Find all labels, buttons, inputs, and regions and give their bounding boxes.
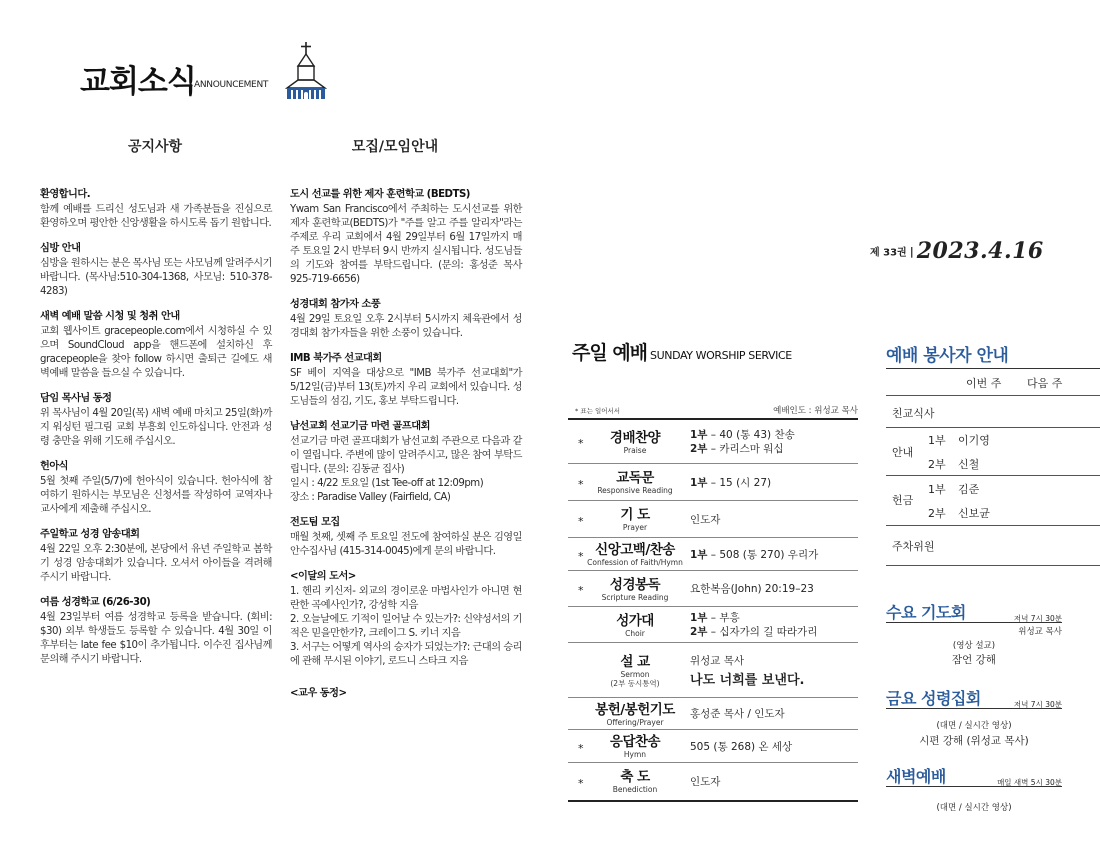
notice-body: 4월 22일 오후 2:30분에, 본당에서 유년 주일학교 봄학기 성경 암송대회가 있습니다. 오셔서 아이들을 격려해 주시기 바랍니다. [40,544,272,583]
dawn-service [886,764,1062,813]
worship-row [568,643,858,698]
detail-line: 나도 너희를 보낸다. [690,672,805,688]
worship-item-kr: 성가대 [616,612,654,629]
worship-item-kr: 설 교 [620,653,650,670]
detail-line: 1부 – 40 (통 43) 찬송 [690,429,795,441]
recruit-item [290,687,522,701]
worship-item-en: Responsive Reading [597,486,673,495]
detail-line: 2부 – 십자가의 길 따라가리 [690,626,818,638]
recruit-title: 전도팀 모집 [290,517,340,528]
worship-title [572,338,792,365]
detail-line: 2부 – 카리스마 워십 [690,443,784,455]
recruit-item [290,516,522,559]
service-title: 새벽예배 [886,767,946,786]
standing-mark: * [578,514,584,528]
worship-row [568,571,858,607]
page-subtitle: ANNOUNCEMENT [194,80,269,90]
usher-part: 2부 [928,458,946,471]
detail-line: 홍성준 목사 / 인도자 [690,708,785,720]
notice-title: 담임 목사님 동정 [40,393,112,404]
recruit-body: 4월 29일 토요일 오후 2시부터 5시까지 체육관에서 성경대회 참가자들을 위한 소풍이 있습니다. [290,314,522,339]
service-time: 매일 새벽 5시 30분 [997,778,1062,787]
recruit-title: <이달의 도서> [290,571,356,582]
worship-item-en: Hymn [623,750,647,759]
service-title: 금요 성령집회 [886,689,981,708]
recruit-body: 선교기금 마련 골프대회가 남선교회 주관으로 다음과 같이 열립니다. 주변에 많이 알려주시고, 많은 참여 부탁드립니다. (문의: 김동균 집사) 일시 : 4/22 토요일 (1st Tee-off at 12:09pm) 장소 : Paradise Valley (Fairfield, CA) [290,436,522,503]
worship-title-kr: 주일 예배 [572,342,648,364]
worship-note: * 표는 일어서서 [575,407,621,415]
worship-item-detail [690,611,817,639]
volunteers-table [886,368,1100,566]
worship-item-kr: 기 도 [620,507,650,523]
page-title: 교회소식 [80,64,196,100]
worship-row [568,538,858,571]
detail-line: 1부 – 508 (통 270) 우리가 [690,548,819,561]
worship-item-note: (2부 동시통역) [610,678,660,688]
detail-line: 요한복음(John) 20:19–23 [690,583,814,595]
recruit-item [290,352,522,409]
church-icon [283,42,329,100]
notice-item [40,392,272,449]
usher-part: 1부 [928,434,946,447]
notice-title: 심방 안내 [40,243,81,254]
service-title: 수요 기도회 [886,603,966,622]
service-time: 저녁 7시 30분 [1013,614,1062,623]
worship-order-table [568,418,858,802]
worship-item-en: Choir [625,628,645,638]
worship-row [568,730,858,763]
fellowship-row [886,396,1100,428]
worship-item-detail [690,582,814,596]
worship-item-kr: 경배찬양 [609,429,661,446]
recruit-column [290,188,522,712]
worship-item-label [574,577,696,602]
notice-title: 주일학교 성경 암송대회 [40,529,140,540]
standing-mark: * [578,584,584,597]
notice-title: 환영합니다. [40,189,91,200]
worship-item-en: Prayer [622,523,648,532]
issue-date: 2023.4.16 [916,238,1044,264]
recruit-body: Ywam San Francisco에서 주최하는 도시선교를 위한 제자 훈련학교(BEDTS)가 "주를 알고 주를 알리자"라는 주제로 우리 교회에서 4월 29일부터 6월 17일까지 매주 토요일 2시 반부터 9시 반까지 실시됩니다. 성도님들의 기도와 참여를 부탁드립니다. (문의: 홍성준 목사 925-719-6656) [290,204,522,285]
standing-mark: * [578,477,584,491]
standing-mark: * [578,437,584,450]
detail-line: 인도자 [690,775,721,788]
detail-line: 위성교 목사 [690,654,745,667]
worship-item-label [574,430,696,455]
worship-item-label [574,769,696,794]
recruit-title: 남선교회 선교기금 마련 골프대회 [290,421,430,432]
worship-item-detail [690,513,720,527]
notice-item [40,460,272,517]
recruit-heading: 모집/모임안내 [351,139,439,155]
notice-item [40,310,272,381]
notice-item [40,596,272,667]
offering-row [886,476,1100,526]
recruit-item [290,298,522,341]
worship-item-kr: 응답찬송 [609,734,661,750]
notice-item [40,188,272,231]
issue-separator: | [909,244,914,258]
detail-line: 1부 – 15 (시 27) [690,476,772,489]
notice-body: 5월 첫째 주일(5/7)에 헌아식이 있습니다. 헌아식에 참여하기 원하시는 부모님은 신청서를 작성하여 교역자나 교사에게 제출해 주십시오. [40,476,272,515]
worship-item-detail [690,476,771,490]
parking-label: 주차위원 [892,540,935,553]
notice-title: 헌아식 [40,461,69,472]
offering-name: 신보균 [958,507,990,520]
offering-part: 1부 [928,483,946,496]
col-this-week: 이번 주 [966,377,1002,390]
usher-name: 이기영 [958,434,990,447]
service-line: 위성교 목사 [1018,627,1062,637]
volunteers-header-row [886,369,1100,396]
worship-item-label [574,507,696,532]
recruit-title: 도시 선교를 위한 제자 훈련학교 (BEDTS) [290,189,470,200]
worship-item-label [574,613,696,638]
worship-item-en: Offering/Prayer [606,717,664,727]
notice-body: 교회 웹사이트 gracepeople.com에서 시청하실 수 있으며 SoundCloud app을 핸드폰에 설치하신 후 gracepeople을 찾아 follow 하시면 출퇴근 길에도 새벽예배 말씀을 들으실 수 있습니다. [40,326,272,379]
worship-row [568,420,858,464]
worship-item-en: Scripture Reading [601,592,669,602]
usher-label: 안내 [892,446,914,459]
worship-item-detail [690,707,785,721]
service-line: (대면 / 실시간 영상) [936,721,1012,731]
worship-item-kr: 성경봉독 [609,576,661,593]
worship-row [568,698,858,730]
recruit-item [290,420,522,505]
worship-item-kr: 신앙고백/찬송 [595,542,675,558]
fellowship-label: 친교식사 [892,407,935,420]
notice-item [40,242,272,299]
recruit-body: 1. 헨리 키신저- 외교의 경이로운 마법사인가 아니면 현란한 곡예사인가?, 강성학 지음 2. 오늘날에도 기적이 일어날 수 있는가?: 신약성서의 기적은 믿을만한가?, 크레이그 S. 키너 지음 3. 서구는 어떻게 역사의 승자가 되었는가?: 근대의 승리에 관해 무시된 이야기, 로드니 스타크 지음 [290,586,522,667]
col-next-week: 다음 주 [1027,377,1063,390]
detail-line: 인도자 [690,513,721,526]
worship-row [568,501,858,538]
standing-mark: * [578,741,584,755]
worship-item-detail [690,548,818,562]
notices-heading: 공지사항 [127,139,183,155]
notice-body: 함께 예배를 드리신 성도님과 새 가족분들을 진심으로 환영하오며 평안한 신앙생활을 하시도록 돕기 원합니다. [40,204,272,229]
recruit-title: IMB 북가주 선교대회 [290,353,382,364]
standing-mark: * [578,549,584,563]
worship-item-label [574,470,696,495]
service-line: (대면 / 실시간 영상) [936,803,1012,813]
notices-column [40,188,272,678]
worship-item-detail [690,428,795,456]
notice-title: 새벽 예배 말씀 시청 및 청취 안내 [40,311,180,322]
service-time: 저녁 7시 30분 [1013,700,1062,709]
worship-item-kr: 축 도 [620,769,650,785]
detail-line: 505 (통 268) 온 세상 [690,740,793,753]
offering-label: 헌금 [892,494,914,507]
worship-item-detail [690,651,804,691]
recruit-body: SF 베이 지역을 대상으로 "IMB 북가주 선교대회"가 5/12일(금)부터 13(토)까지 우리 교회에서 있습니다. 성도님들의 섬김, 기도, 홍보 부탁드립니다. [290,368,522,407]
notice-item [40,528,272,585]
offering-name: 김준 [958,483,980,496]
standing-mark: * [578,776,584,790]
worship-item-kr: 교독문 [616,470,654,486]
worship-item-en: Benediction [612,785,658,794]
notice-body: 심방을 원하시는 분은 목사님 또는 사모님께 알려주시기 바랍니다. (목사님:510-304-1368, 사모님: 510-378-4283) [40,258,272,297]
worship-item-label [574,702,696,727]
worship-title-en: SUNDAY WORSHIP SERVICE [650,349,792,362]
service-line: 시편 강해 (위성교 목사) [919,735,1029,747]
notice-body: 4월 23일부터 여름 성경학교 등록을 받습니다. (회비: $30) 외부 학생들도 등록할 수 있습니다. 4월 30일 이후부터는 late fee $10이 추가됩니다. 이수진 집사님께 문의해 주시기 바랍니다. [40,612,272,665]
worship-row [568,607,858,643]
worship-leader: 예배인도 : 위성교 목사 [773,406,858,416]
worship-row [568,763,858,800]
wednesday-prayer [886,600,1062,667]
recruit-title: 성경대회 참가자 소풍 [290,299,381,310]
notice-title: 여름 성경학교 (6/26-30) [40,597,151,608]
worship-item-detail [690,740,792,754]
recruit-item [290,570,522,669]
worship-item-label [574,542,696,567]
service-line: (영상 설교) [952,641,996,651]
worship-item-kr: 봉헌/봉헌기도 [595,701,675,718]
recruit-item [290,188,522,287]
service-line: 잠언 강해 [952,654,996,666]
worship-item-label [574,734,696,759]
worship-item-en: Confession of Faith/Hymn [587,558,683,567]
worship-row [568,464,858,501]
usher-row [886,428,1100,476]
recruit-body: 매월 첫째, 셋째 주 토요일 전도에 참여하실 분은 김영일 안수집사님 (415-314-0045)에게 문의 바랍니다. [290,532,522,557]
volunteers-title: 예배 봉사자 안내 [886,346,1009,366]
worship-item-en: Praise [623,445,647,455]
recruit-title: <교우 동정> [290,688,347,699]
notice-body: 위 목사님이 4월 20일(목) 새벽 예배 마치고 25일(화)까지 워싱턴 필그림 교회 부흥회 인도하십니다. 안전과 성령 충만을 위해 기도해 주십시오. [40,408,272,447]
friday-service [886,686,1062,748]
issue-volume: 제 33권 [870,247,907,259]
worship-item-en: Sermon [620,669,650,679]
detail-line: 1부 – 부흥 [690,612,740,624]
usher-name: 신철 [958,458,980,471]
worship-item-detail [690,775,720,789]
issue-line [870,238,1044,264]
parking-row [886,526,1100,566]
offering-part: 2부 [928,507,946,520]
worship-item-label [574,654,696,688]
